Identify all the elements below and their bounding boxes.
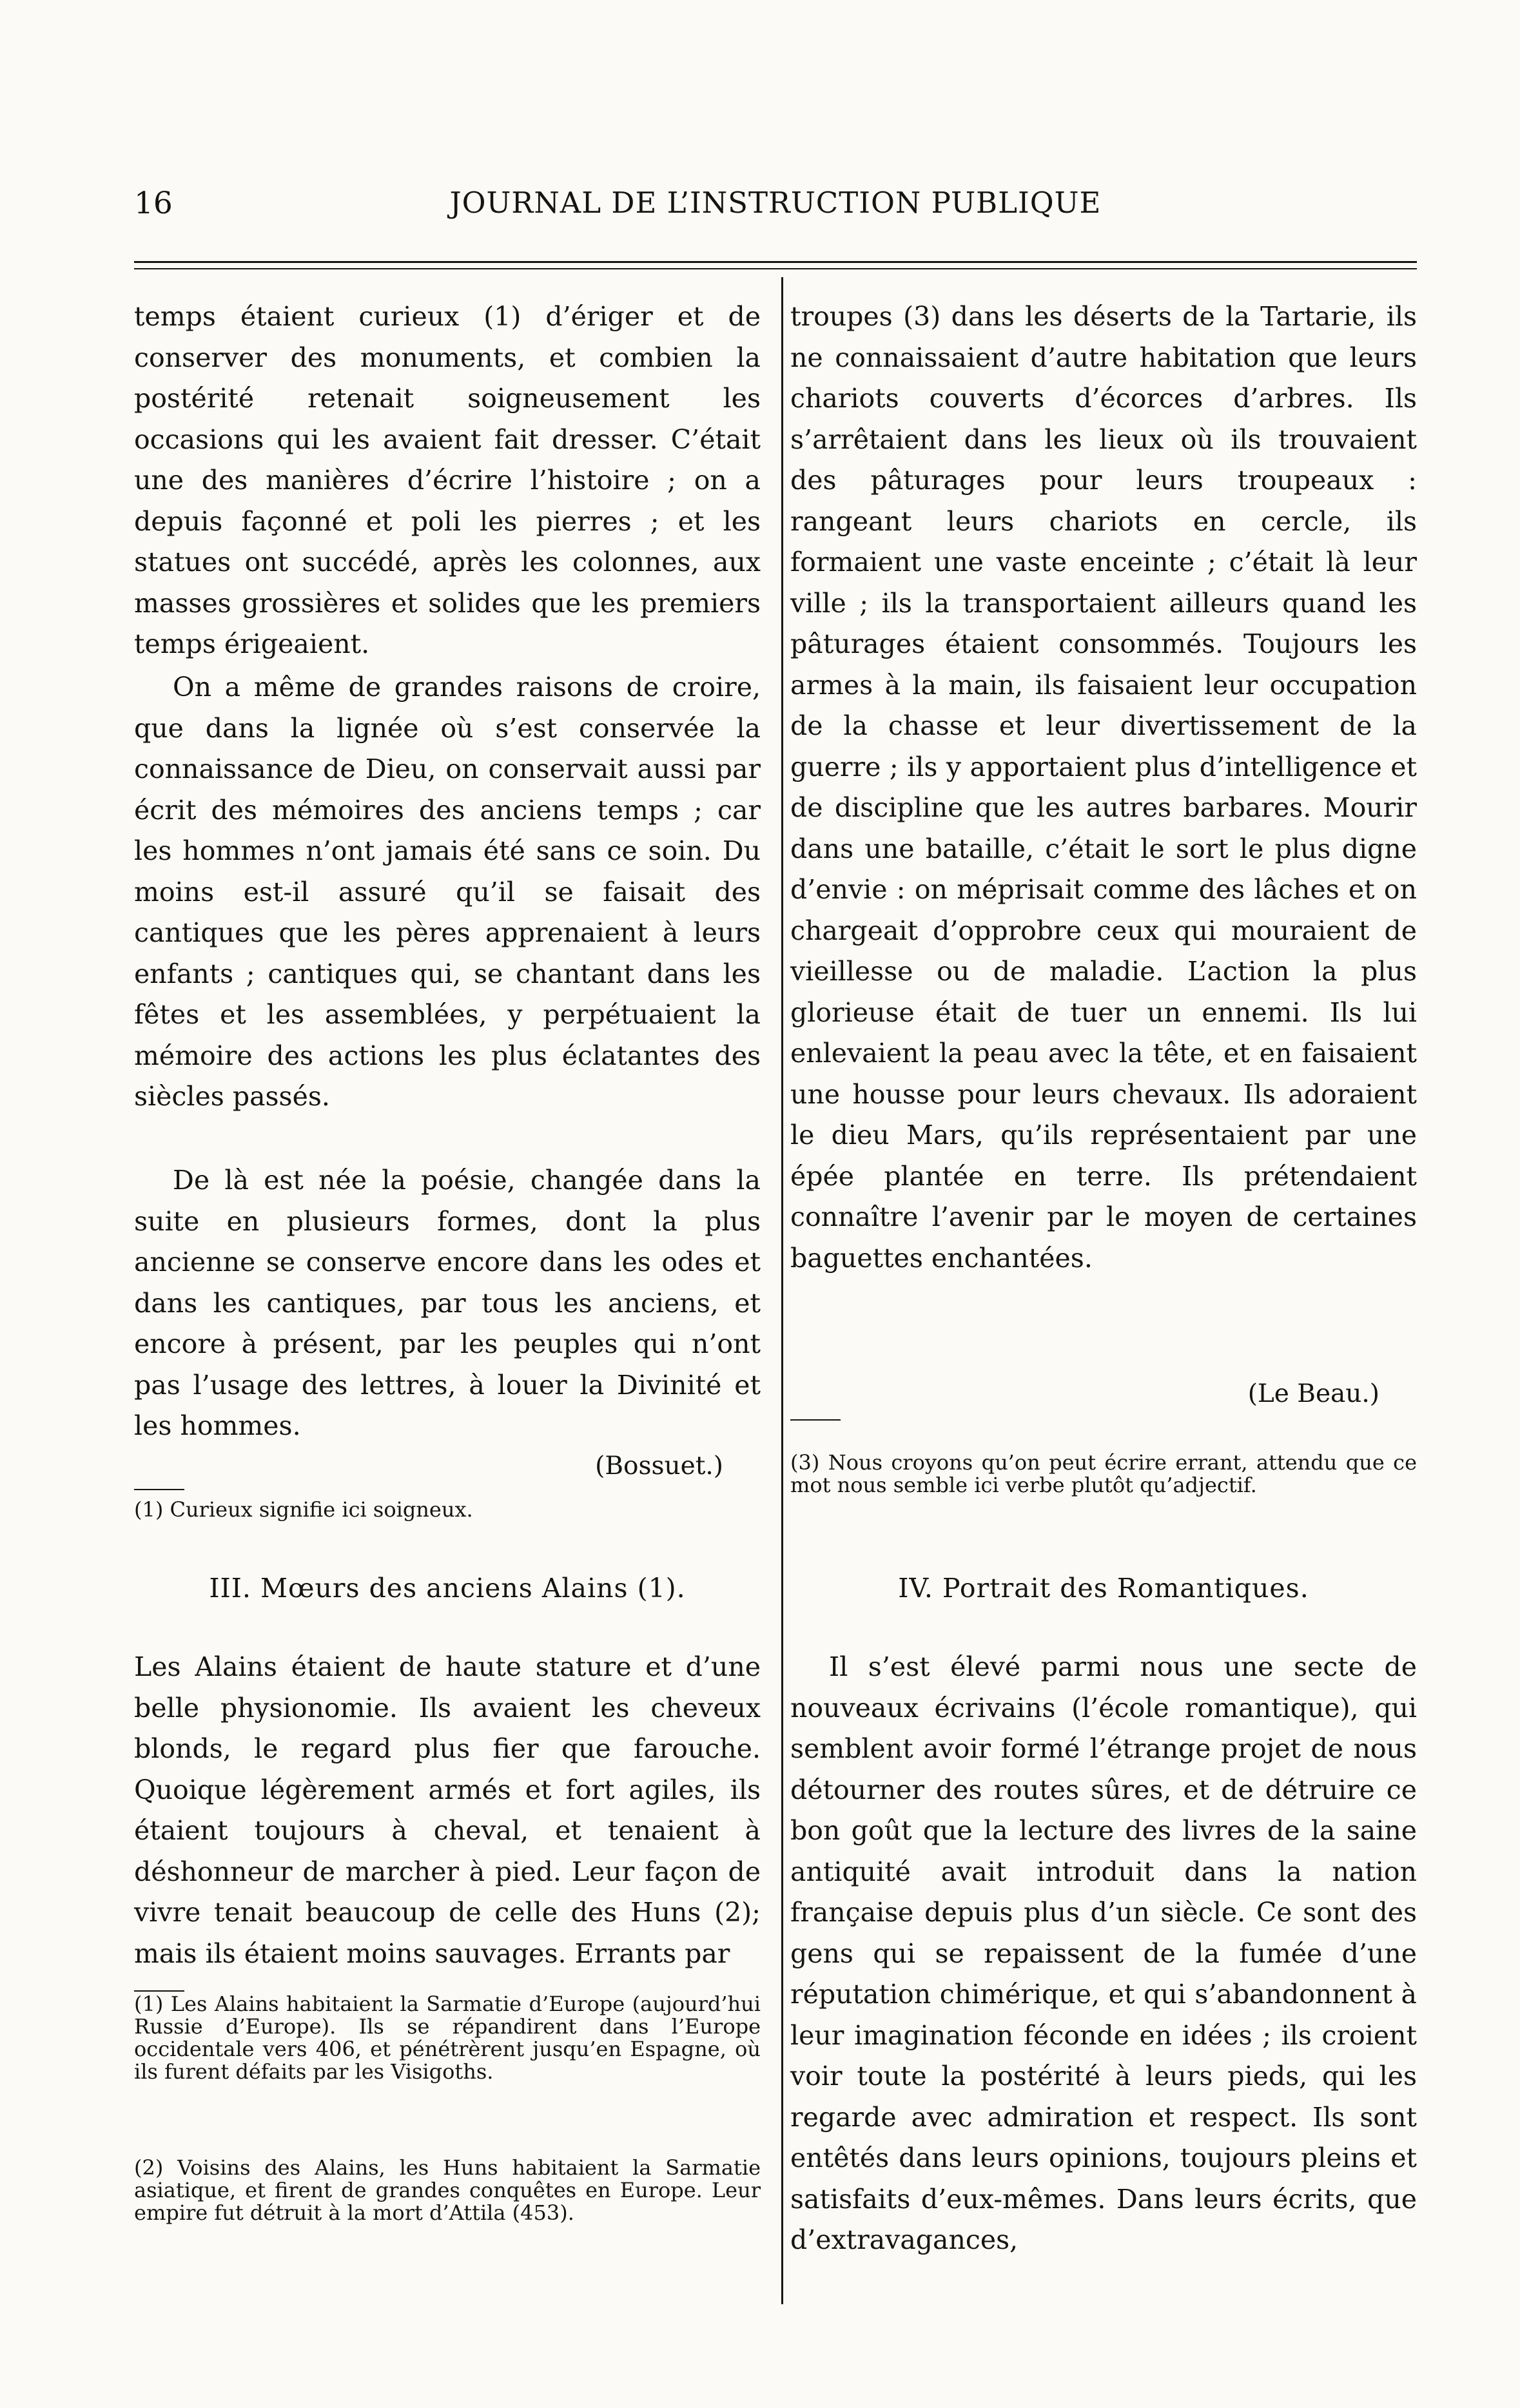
header-rule-bottom	[134, 268, 1417, 269]
footnote-huns: (2) Voisins des Alains, les Huns habitaient la Sarmatie asiatique, et firent de grandes conquêtes en Europe. Leur empire fut détruit à la mort d’Attila (453).	[134, 2155, 761, 2225]
left-paragraph-1: temps étaient curieux (1) d’ériger et de conserver des monuments, et combien la postérité retenait soigneusement les occasions qui les avaient fait dresser. C’était une des manières d’écrire l’histoire ; on a depuis façonné et poli les pierres ; et les statues ont succédé, après les colonnes, aux masses grossières et solides que les premiers temps érigeaient.	[134, 301, 761, 659]
footnote-alains: (1) Les Alains habitaient la Sarmatie d’Europe (aujourd’hui Russie d’Europe). Ils se répandirent dans l’Europe occidentale vers 406, et pénétrèrent jusqu’en Espagne, où ils furent défaits par les Visigoths.	[134, 1992, 761, 2084]
left-paragraph-2: On a même de grandes raisons de croire, que dans la lignée où s’est conservée la connaissance de Dieu, on conservait aussi par écrit des mémoires des anciens temps ; car les hommes n’ont jamais été sans ce soin. Du moins est-il assuré qu’il se faisait des cantiques que les pères apprenaient à leurs enfants ; cantiques qui, se chantant dans les fêtes et les assemblées, y perpétuaient la mémoire des actions les plus éclatantes des siècles passés.	[134, 672, 761, 1112]
section-heading-alains: III. Mœurs des anciens Alains (1).	[209, 1573, 686, 1604]
page-number: 16	[134, 186, 173, 221]
alains-paragraph: Les Alains étaient de haute stature et d’une belle physionomie. Ils avaient les cheveux blonds, le regard plus fier que farouche. Quoique légèrement armés et fort agiles, ils étaient toujours à cheval, et tenaient à déshonneur de marcher à pied. Leur façon de vivre tenait beaucoup de celle des Huns (2); mais ils étaient moins sauvages. Errants par	[134, 1651, 761, 1969]
footnote-rule	[134, 1489, 184, 1490]
footnote-curieux: (1) Curieux signifie ici soigneux.	[134, 1497, 473, 1522]
romantiques-paragraph: Il s’est élevé parmi nous une secte de nouveaux écrivains (l’école romantique), qui semblent avoir formé l’étrange projet de nous détourner des routes sûres, et de détruire ce bon goût que la lecture des livres de la saine antiquité avait introduit dans la nation française depuis plus d’un siècle. Ce sont des gens qui se repaissent de la fumée d’une réputation chimérique, et qui s’abandonnent à leur imagination féconde en idées ; ils croient voir toute la postérité à leurs pieds, qui les regarde avec admiration et respect. Ils sont entêtés dans leurs opinions, toujours pleins et satisfaits d’eux-mêmes. Dans leurs écrits, que d’extravagances,	[790, 1651, 1417, 2255]
page-header	[134, 186, 1417, 224]
attribution-bossuet: (Bossuet.)	[595, 1452, 723, 1481]
right-paragraph-1: troupes (3) dans les déserts de la Tartarie, ils ne connaissaient d’autre habitation que leurs chariots couverts d’écorces d’arbres. Ils s’arrêtaient dans les lieux où ils trouvaient des pâturages pour leurs troupeaux : rangeant leurs chariots en cercle, ils formaient une vaste enceinte ; c’était là leur ville ; ils la transportaient ailleurs quand les pâturages étaient consommés. Toujours les armes à la main, ils faisaient leur occupation de la chasse et leur divertissement de la guerre ; ils y apportaient plus d’intelligence et de discipline que les autres barbares. Mourir dans une bataille, c’était le sort le plus digne d’envie : on méprisait comme des lâches et on chargeait d’opprobre ceux qui mouraient de vieillesse ou de maladie. L’action la plus glorieuse était de tuer un ennemi. Ils lui enlevaient la peau avec la tête, et en faisaient une housse pour leurs chevaux. Ils adoraient le dieu Mars, qu’ils représentaient par une épée plantée en terre. Ils prétendaient connaître l’avenir par le moyen de certaines baguettes enchantées.	[790, 301, 1417, 1274]
attribution-le-beau: (Le Beau.)	[1247, 1379, 1379, 1408]
footnote-rule-right	[790, 1419, 841, 1421]
header-rule-top	[134, 261, 1417, 263]
column-divider	[781, 277, 783, 2304]
running-title: JOURNAL DE L’INSTRUCTION PUBLIQUE	[449, 186, 1102, 220]
footnote-errant: (3) Nous croyons qu’on peut écrire errant, attendu que ce mot nous semble ici verbe plutôt qu’adjectif.	[790, 1450, 1417, 1497]
section-heading-romantiques: IV. Portrait des Romantiques.	[898, 1573, 1309, 1604]
left-paragraph-3: De là est née la poésie, changée dans la suite en plusieurs formes, dont la plus ancienne se conserve encore dans les odes et dans les cantiques, par tous les anciens, et encore à présent, par les peuples qui n’ont pas l’usage des lettres, à louer la Divinité et les hommes.	[134, 1165, 761, 1441]
